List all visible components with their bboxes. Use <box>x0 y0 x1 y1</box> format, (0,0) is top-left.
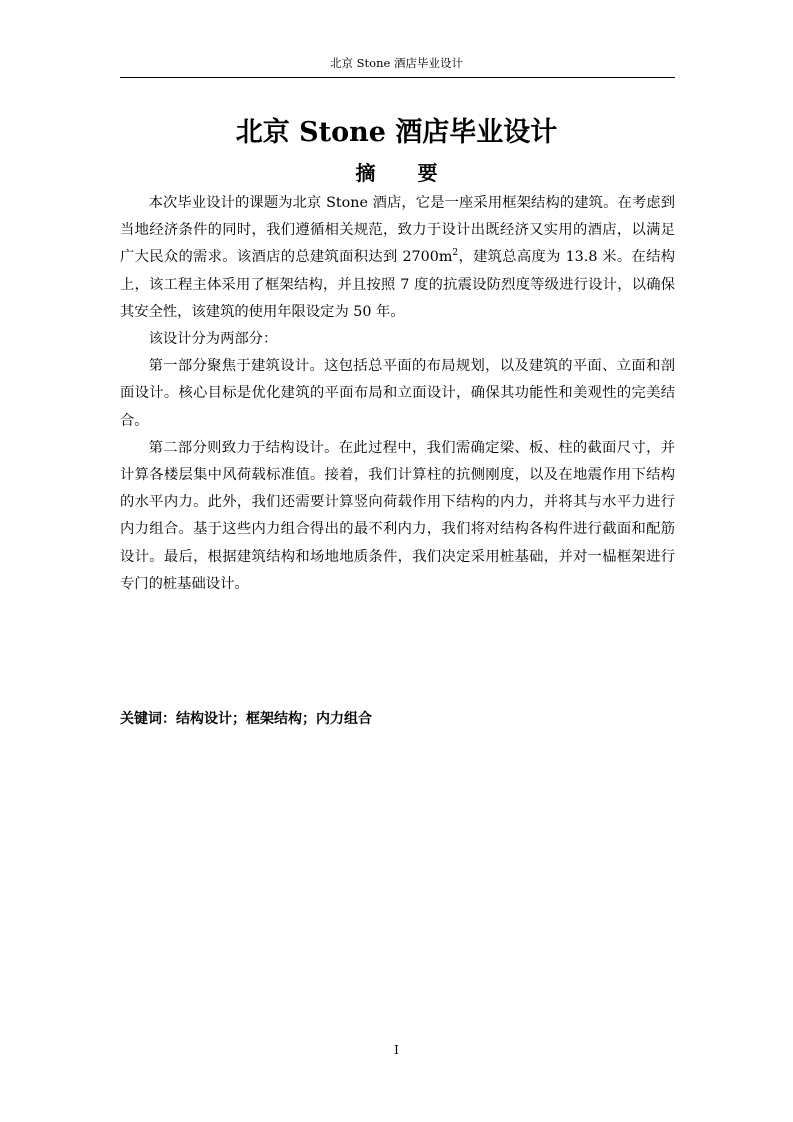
header-divider <box>120 77 675 78</box>
page-number: I <box>394 1043 399 1057</box>
abstract-paragraph-4: 第二部分则致力于结构设计。在此过程中，我们需确定梁、板、柱的截面尺寸，并计算各楼层集中风荷载标准值。接着，我们计算柱的抗侧刚度，以及在地震作用下结构的水平内力。此外，我们还需要计算竖向荷载作用下结构的内力，并将其与水平力进行内力组合。基于这些内力组合得出的最不利内力，我们将对结构各构件进行截面和配筋设计。最后，根据建筑结构和场地地质条件，我们决定采用桩基础，并对一榀框架进行专门的桩基础设计。 <box>120 439 675 592</box>
keywords-line: 关键词：结构设计；框架结构；内力组合 <box>120 711 372 727</box>
abstract-heading: 摘要 <box>355 161 480 185</box>
paragraph-1-text-end: ，建筑总高度为 13.8 米。在结构上，该工程主体采用了框架结构，并且按照 7 度的抗震设防烈度等级进行设计，以确保其安全性，该建筑的使用年限设定为 50 年。 <box>120 249 676 320</box>
paragraph-1-text-start: 本次毕业设计的课题为北京 Stone 酒店，它是一座采用框架结构的建筑。在考虑到当地经济条件的同时，我们遵循相关规范，致力于设计出既经济又实用的酒店，以满足广大民众的需求。该酒店的总建筑面积达到 2700m <box>120 195 675 266</box>
area-unit-superscript: 2 <box>452 248 459 259</box>
abstract-paragraph-1 <box>120 190 675 326</box>
running-header: 北京 Stone 酒店毕业设计 <box>330 56 463 70</box>
document-title: 北京 Stone 酒店毕业设计 <box>235 117 558 148</box>
abstract-body <box>120 190 675 598</box>
abstract-paragraph-3: 第一部分聚焦于建筑设计。这包括总平面的布局规划，以及建筑的平面、立面和剖面设计。核心目标是优化建筑的平面布局和立面设计，确保其功能性和美观性的完美结合。 <box>120 358 675 429</box>
abstract-paragraph-2: 该设计分为两部分： <box>148 331 278 348</box>
